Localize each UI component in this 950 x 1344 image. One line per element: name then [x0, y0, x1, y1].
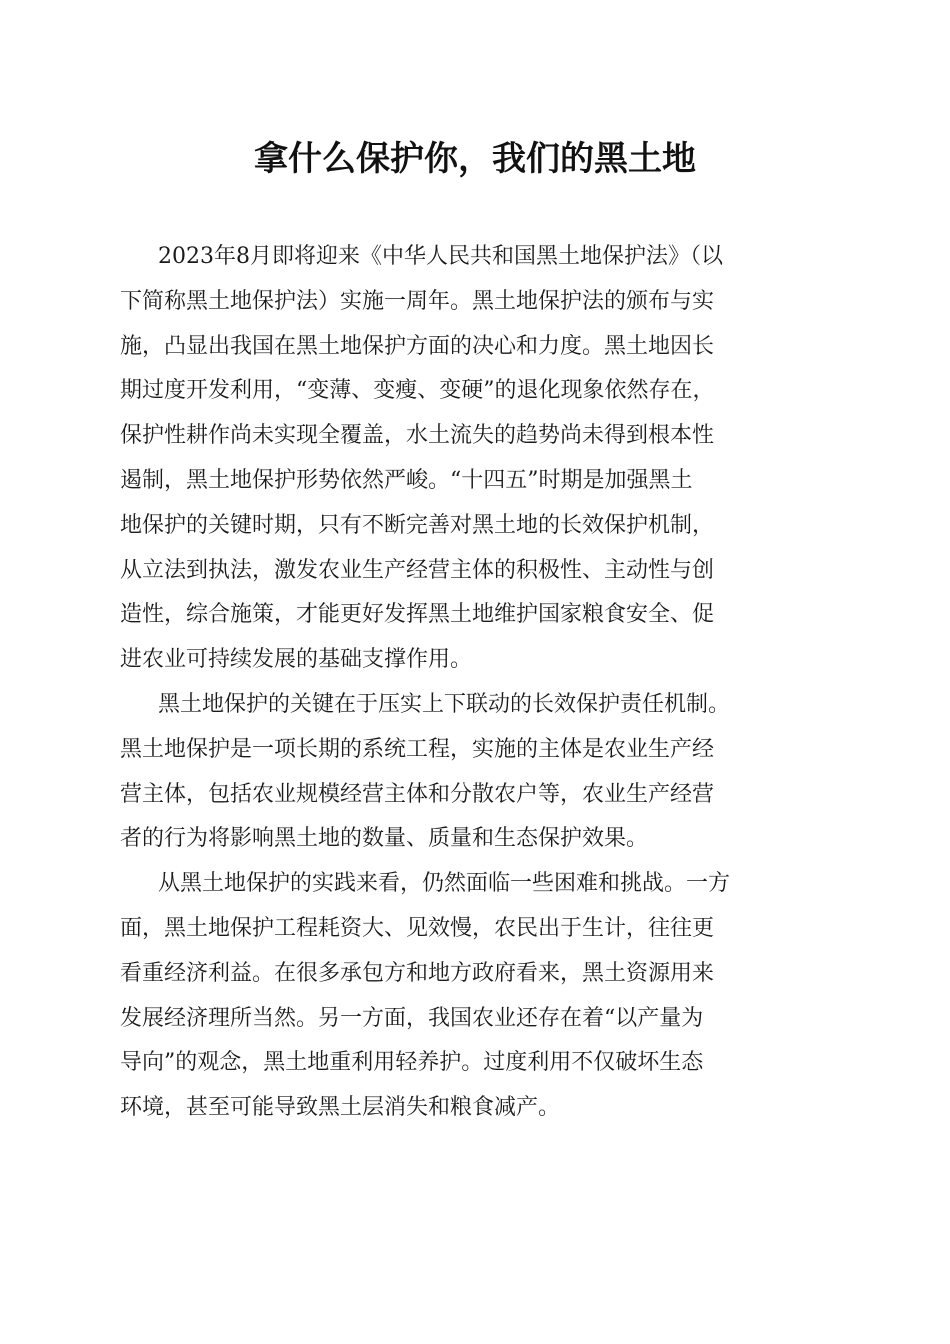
- paragraph-line: 环境，甚至可能导致黑土层消失和粮食减产。: [120, 1095, 561, 1121]
- paragraph-line: 面，黑土地保护工程耗资大、见效慢，农民出于生计，往往更: [120, 915, 715, 941]
- paragraph-line: 黑土地保护是一项长期的系统工程，实施的主体是农业生产经: [120, 736, 715, 762]
- paragraph-line: 导向”的观念，黑土地重利用轻养护。过度利用不仅破坏生态: [120, 1050, 704, 1076]
- paragraph-2: [120, 683, 830, 862]
- paragraph-3: [120, 862, 830, 1131]
- document-body: [120, 235, 830, 1131]
- paragraph-line: 营主体，包括农业规模经营主体和分散农户等，农业生产经营: [120, 781, 715, 807]
- paragraph-line: 者的行为将影响黑土地的数量、质量和生态保护效果。: [120, 826, 649, 852]
- paragraph-line: 造性，综合施策，才能更好发挥黑土地维护国家粮食安全、促: [120, 602, 715, 628]
- paragraph-line: 保护性耕作尚未实现全覆盖，水土流失的趋势尚未得到根本性: [120, 423, 715, 449]
- paragraph-line: 从立法到执法，激发农业生产经营主体的积极性、主动性与创: [120, 557, 715, 583]
- paragraph-line: 下简称黑土地保护法）实施一周年。黑土地保护法的颁布与实: [120, 288, 715, 314]
- paragraph-line: 进农业可持续发展的基础支撑作用。: [120, 647, 473, 673]
- paragraph-line: 期过度开发利用，“变薄、变瘦、变硬”的退化现象依然存在，: [120, 378, 715, 404]
- paragraph-line: 从黑土地保护的实践来看，仍然面临一些困难和挑战。一方: [158, 871, 731, 897]
- paragraph-line: 看重经济利益。在很多承包方和地方政府看来，黑土资源用来: [120, 960, 715, 986]
- paragraph-line: 施，凸显出我国在黑土地保护方面的决心和力度。黑土地因长: [120, 333, 715, 359]
- paragraph-line: 发展经济理所当然。另一方面，我国农业还存在着“以产量为: [120, 1005, 704, 1031]
- paragraph-line: 黑土地保护的关键在于压实上下联动的长效保护责任机制。: [158, 691, 731, 717]
- paragraph-1: [120, 235, 830, 683]
- paragraph-line: 2023年8月即将迎来《中华人民共和国黑土地保护法》（以: [158, 244, 723, 269]
- paragraph-line: 地保护的关键时期，只有不断完善对黑土地的长效保护机制，: [120, 512, 715, 538]
- paragraph-line: 遏制，黑土地保护形势依然严峻。“十四五”时期是加强黑土: [120, 467, 693, 493]
- document-title: 拿什么保护你，我们的黑土地: [254, 139, 696, 179]
